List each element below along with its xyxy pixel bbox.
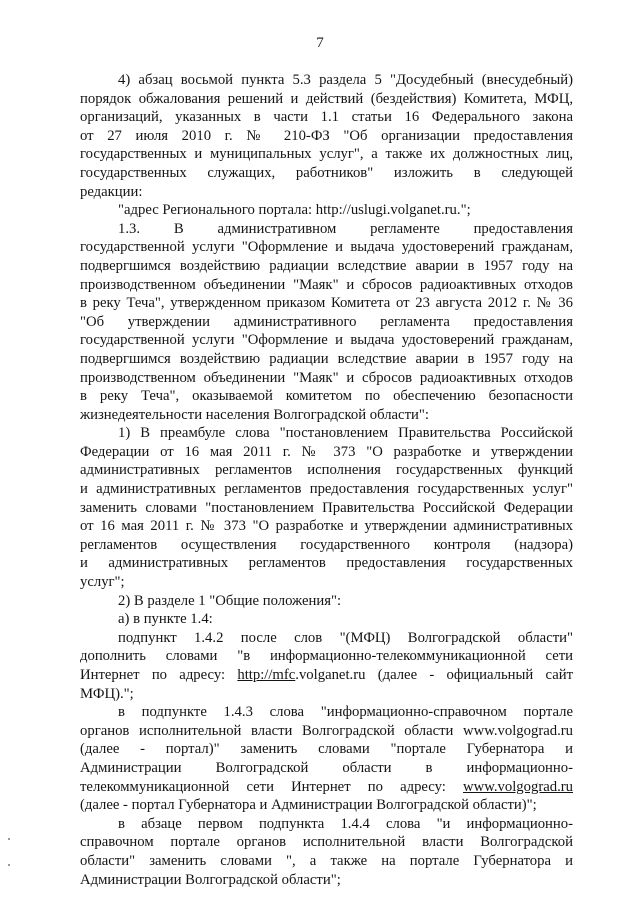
- text-line: в реку Теча", оказываемой комитетом по обеспечению безопасности: [80, 388, 573, 405]
- text-line: 1) В преамбуле слова "постановлением Правительства Российской: [118, 425, 573, 442]
- text-line: производственном объединении "Маяк" и сбросов радиоактивных отходов: [80, 276, 573, 293]
- text-line: телекоммуникационной сети Интернет по адресу: www.volgograd.ru: [80, 778, 573, 795]
- text-line: 4) абзац восьмой пункта 5.3 раздела 5 "Досудебный (внесудебный): [118, 72, 573, 88]
- page-number: 7: [316, 35, 324, 51]
- paragraph: [80, 592, 573, 611]
- document-body: [80, 71, 573, 889]
- text-line: "Об утверждении административного регламента предоставления: [80, 313, 573, 330]
- text-line: 2) В разделе 1 "Общие положения":: [118, 592, 342, 609]
- paragraph: [80, 629, 573, 703]
- text-line: государственной услуги "Оформление и выдача удостоверений гражданам,: [80, 332, 573, 349]
- text-line: подвергшимся воздействию радиации вследствие аварии в 1957 году на: [80, 350, 573, 367]
- text-line: органов исполнительной власти Волгоградской области www.volgograd.ru: [80, 722, 573, 739]
- text-line: Федерации от 16 мая 2011 г. № 373 "О разработке и утверждении: [80, 443, 573, 460]
- text-line: и административных регламентов предоставления государственных услуг": [80, 481, 573, 498]
- text-line: (далее - портал)" заменить словами "портале Губернатора и: [80, 741, 573, 758]
- text-line: от 16 мая 2011 г. № 373 "О разработке и утверждении административных: [80, 518, 573, 535]
- scan-artifact: [8, 838, 10, 840]
- text-line: административных регламентов исполнения государственных функций: [80, 462, 573, 479]
- text-line: производственном объединении "Маяк" и сбросов радиоактивных отходов: [80, 369, 573, 386]
- text-line: (далее - портал Губернатора и Администрации Волгоградской области)";: [80, 797, 537, 814]
- paragraph: [80, 424, 573, 591]
- text-line: государственных и муниципальных услуг", а также их должностных лиц,: [80, 146, 573, 163]
- text-line: Администрации Волгоградской области";: [80, 871, 341, 888]
- text-line: области" заменить словами ", а также на портале Губернатора и: [80, 852, 573, 869]
- text-line: государственной услуги "Оформление и выдача удостоверений гражданам,: [80, 239, 573, 256]
- paragraph: [80, 703, 573, 815]
- text-line: дополнить словами "в информационно-телекоммуникационной сети: [80, 648, 573, 665]
- text-line: организаций, указанных в части 1.1 статьи 16 Федерального закона: [80, 109, 573, 126]
- text-line: "адрес Регионального портала: http://uslugi.volganet.ru.";: [118, 202, 471, 219]
- paragraph: [80, 201, 573, 220]
- text-line: справочном портале органов исполнительной власти Волгоградской: [80, 834, 573, 851]
- text-line: от 27 июля 2010 г. № 210-ФЗ "Об организации предоставления: [80, 127, 573, 144]
- text-line: и административных регламентов предоставления государственных: [80, 555, 573, 572]
- text-line: МФЦ).";: [80, 685, 134, 702]
- text-line: жизнедеятельности населения Волгоградской области":: [80, 406, 429, 423]
- text-line: а) в пункте 1.4:: [118, 611, 213, 628]
- text-line: подвергшимся воздействию радиации вследствие аварии в 1957 году на: [80, 257, 573, 274]
- paragraph: [80, 71, 573, 201]
- text-line: регламентов осуществления государственного контроля (надзора): [80, 536, 573, 553]
- paragraph: [80, 610, 573, 629]
- text-line: подпункт 1.4.2 после слов "(МФЦ) Волгоградской области": [118, 629, 573, 646]
- paragraph: [80, 815, 573, 889]
- text-line: услуг";: [80, 574, 125, 591]
- text-line: порядок обжалования решений и действий (бездействия) Комитета, МФЦ,: [80, 90, 573, 107]
- scan-artifact: [8, 864, 10, 866]
- text-line: 1.3. В административном регламенте предоставления: [118, 220, 573, 237]
- text-line: Интернет по адресу: http://mfc.volganet.ru (далее - официальный сайт: [80, 667, 573, 683]
- paragraph: [80, 220, 573, 425]
- text-line: в реку Теча", утвержденном приказом Комитета от 23 августа 2012 г. № 36: [80, 295, 573, 312]
- text-line: в абзаце первом подпункта 1.4.4 слова "и информационно-: [118, 815, 573, 832]
- text-line: Администрации Волгоградской области в информационно-: [80, 759, 573, 776]
- text-line: редакции:: [80, 183, 143, 200]
- text-line: государственных служащих, работников" изложить в следующей: [80, 164, 573, 181]
- text-line: заменить словами "постановлением Правительства Российской Федерации: [80, 499, 573, 516]
- text-line: в подпункте 1.4.3 слова "информационно-справочном портале: [118, 704, 573, 721]
